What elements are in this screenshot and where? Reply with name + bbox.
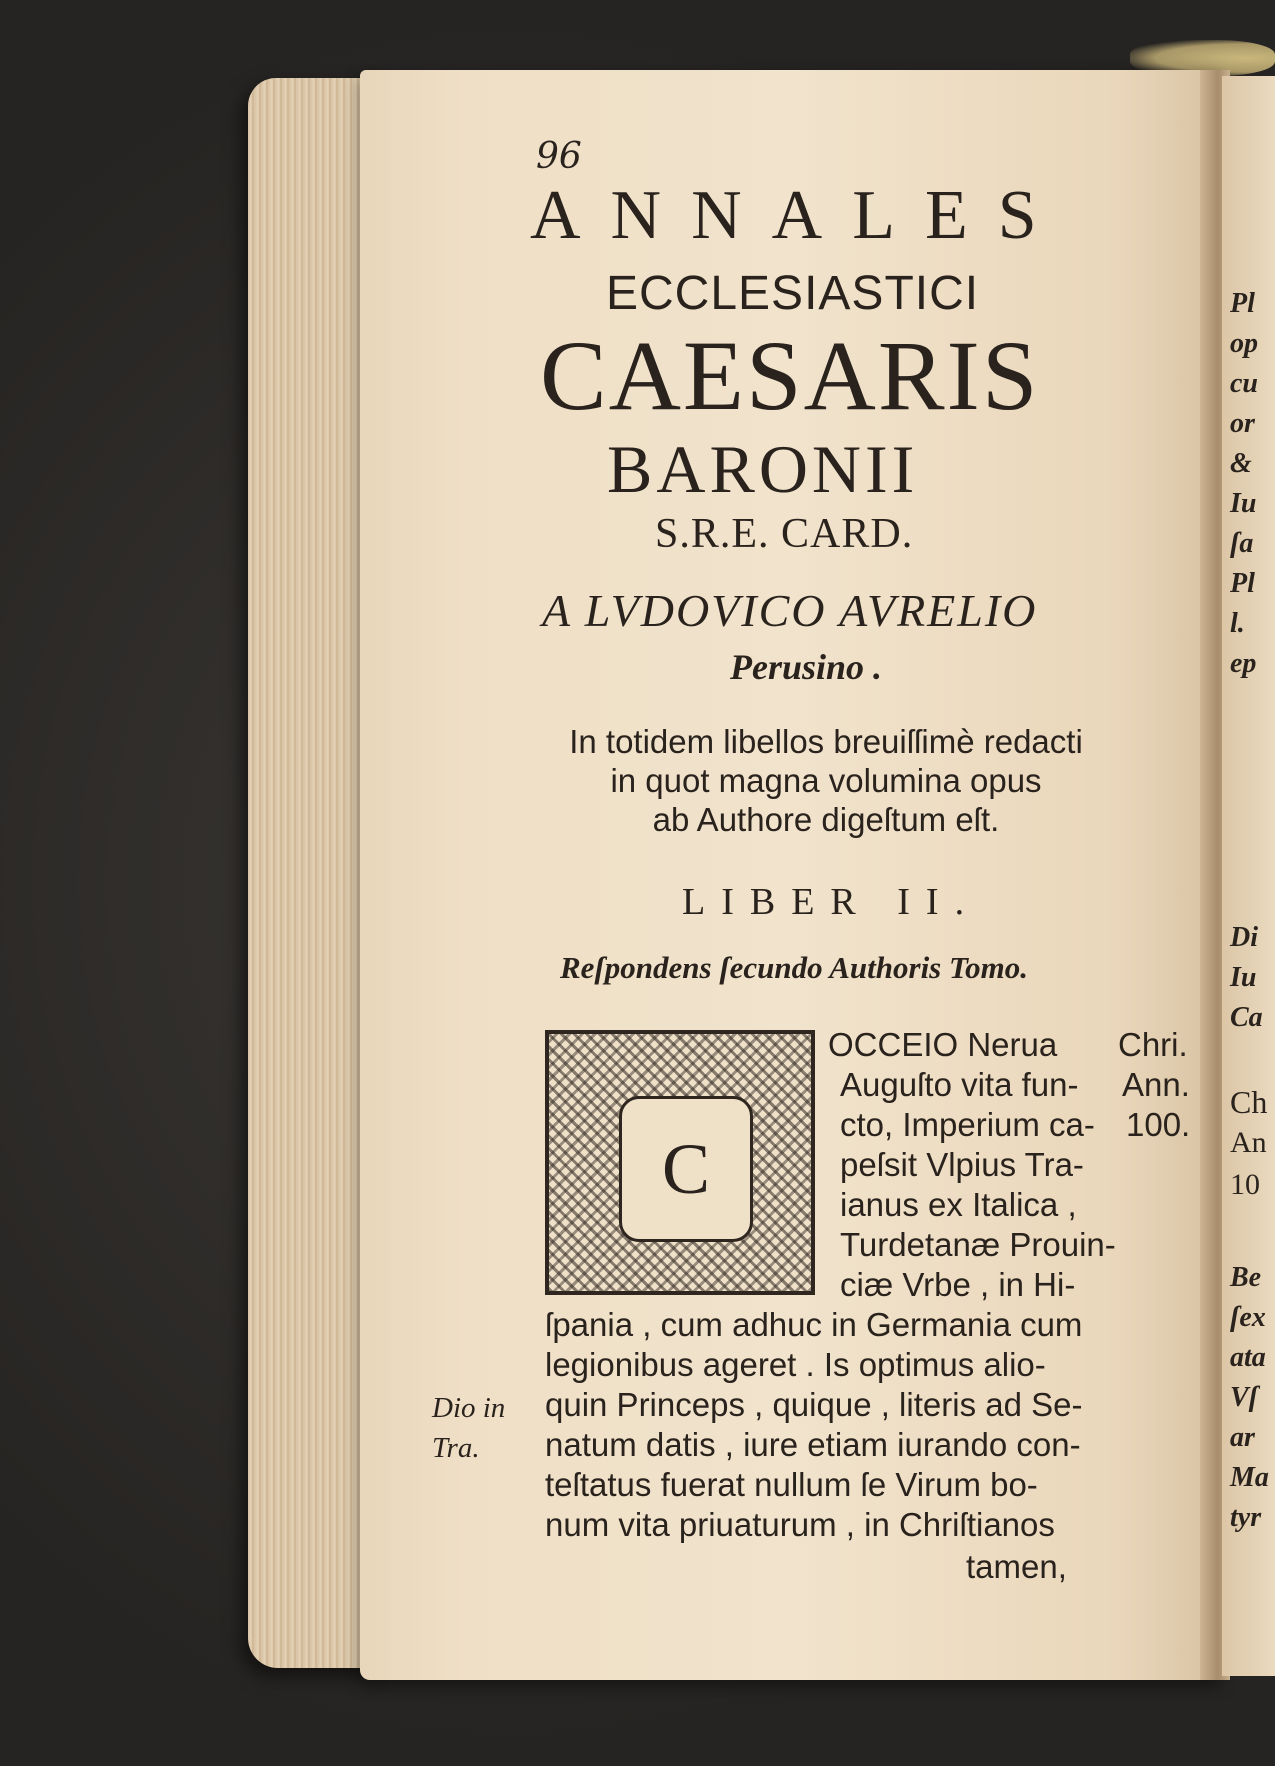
title-line-caesaris: CAESARIS	[540, 320, 1040, 431]
title-line-ecclesiastici: ECCLESIASTICI	[606, 267, 980, 320]
text-line: legionibus ageret . Is optimus alio-	[545, 1346, 1046, 1383]
text-line: Auguſto vita fun-	[840, 1066, 1079, 1103]
page-number: 96	[536, 136, 582, 177]
right-page-fragment: Pl	[1230, 288, 1255, 319]
margin-note-line: Dio in	[432, 1392, 506, 1424]
right-page-fragment: Ma	[1230, 1462, 1269, 1493]
summary-block	[536, 722, 1116, 839]
right-page-fragment: Pl	[1230, 568, 1255, 599]
summary-line: in quot magna volumina opus	[610, 762, 1042, 799]
right-page-edge	[1222, 76, 1275, 1676]
right-page-fragment: Di	[1230, 922, 1258, 953]
text-line: teſtatus fuerat nullum ſe Virum bo-	[545, 1466, 1038, 1503]
author-line: A LVDOVICO AVRELIO	[542, 585, 1038, 636]
right-page-fragment: ep	[1230, 648, 1257, 679]
side-note-line: 100.	[1126, 1106, 1191, 1143]
text-line: peſsit Vlpius Tra-	[840, 1146, 1084, 1183]
title-line-baronii: BARONII	[607, 431, 919, 507]
right-page-fragment: tyr	[1230, 1502, 1262, 1533]
text-line: ciæ Vrbe , in Hi-	[840, 1266, 1076, 1303]
initial-letter: C	[661, 1128, 711, 1209]
book-page-edges	[248, 78, 376, 1668]
side-note-line: Ann.	[1122, 1066, 1190, 1103]
catchword: tamen,	[966, 1548, 1067, 1585]
text-line: ianus ex Italica ,	[840, 1186, 1077, 1223]
text-line: Turdetanæ Prouin-	[840, 1226, 1116, 1263]
right-page-fragment: l.	[1230, 608, 1245, 639]
right-page-fragment: ſex	[1230, 1302, 1266, 1333]
text-line: cto, Imperium ca-	[840, 1106, 1095, 1143]
initial-frame	[619, 1096, 753, 1242]
right-page-fragment: Ch	[1230, 1084, 1268, 1120]
decorated-initial	[545, 1030, 815, 1295]
book-subtitle: Reſpondens ſecundo Authoris Tomo.	[560, 950, 1028, 985]
right-page-fragment: cu	[1230, 368, 1258, 399]
text-line: quin Princeps , quique , literis ad Se-	[545, 1386, 1083, 1423]
text-line: OCCEIO Nerua	[828, 1026, 1058, 1063]
summary-line: In totidem libellos breuiſſimè redacti	[569, 723, 1083, 760]
right-page-fragment: ſa	[1230, 528, 1254, 559]
title-line-annales: ANNALES	[530, 177, 1067, 254]
right-page-fragment: Ca	[1230, 1002, 1263, 1033]
right-page-fragment: Iu	[1230, 488, 1257, 519]
right-page-fragment: 10	[1230, 1168, 1260, 1201]
right-page-fragment: Vſ	[1230, 1382, 1258, 1413]
author-origin: Perusino .	[730, 647, 883, 687]
text-line: ſpania , cum adhuc in Germania cum	[545, 1306, 1083, 1343]
right-page-fragment: Iu	[1230, 962, 1257, 993]
text-line: num vita priuaturum , in Chriſtianos	[545, 1506, 1055, 1543]
right-page-fragment: ata	[1230, 1342, 1266, 1373]
right-page-fragment: or	[1230, 408, 1255, 439]
side-note-line: Chri.	[1118, 1026, 1188, 1063]
margin-note-line: Tra.	[432, 1432, 480, 1464]
book-label: LIBER II.	[682, 881, 981, 923]
right-page-fragment: op	[1230, 328, 1258, 359]
right-page-fragment: Be	[1230, 1262, 1262, 1293]
text-line: natum datis , iure etiam iurando con-	[545, 1426, 1081, 1463]
right-page-fragment: An	[1230, 1126, 1267, 1159]
right-page-fragment: ar	[1230, 1422, 1255, 1453]
summary-line: ab Authore digeſtum eſt.	[652, 801, 1000, 838]
title-line-card: S.R.E. CARD.	[655, 511, 914, 557]
right-page-fragment: &	[1230, 448, 1252, 479]
